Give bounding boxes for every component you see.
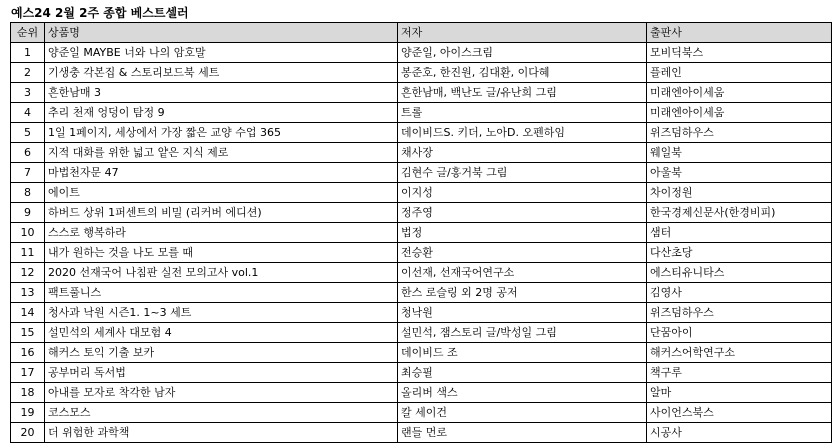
rank-cell: 20: [11, 423, 45, 443]
rank-cell: 1: [11, 43, 45, 63]
rank-cell: 8: [11, 183, 45, 203]
publisher-cell: 차이정원: [647, 183, 832, 203]
product-cell: 하버드 상위 1퍼센트의 비밀 (리커버 에디션): [45, 203, 398, 223]
table-row: [11, 163, 832, 183]
author-cell: 설민석, 잼스토리 글/박성일 그림: [398, 323, 647, 343]
product-cell: 설민석의 세계사 대모험 4: [45, 323, 398, 343]
publisher-cell: 미래엔아이세움: [647, 103, 832, 123]
table-row: [11, 83, 832, 103]
table-row: [11, 43, 832, 63]
rank-cell: 15: [11, 323, 45, 343]
publisher-cell: 위즈덤하우스: [647, 123, 832, 143]
product-cell: 마법천자문 47: [45, 163, 398, 183]
table-row: [11, 123, 832, 143]
author-cell: 김현수 글/홍거북 그림: [398, 163, 647, 183]
rank-cell: 13: [11, 283, 45, 303]
product-cell: 기생충 각본집 & 스토리보드북 세트: [45, 63, 398, 83]
table-row: [11, 383, 832, 403]
table-row: [11, 243, 832, 263]
rank-cell: 11: [11, 243, 45, 263]
product-cell: 공부머리 독서법: [45, 363, 398, 383]
publisher-cell: 알마: [647, 383, 832, 403]
author-cell: 최승필: [398, 363, 647, 383]
table-row: [11, 423, 832, 443]
header-product: 상품명: [45, 23, 398, 43]
rank-cell: 2: [11, 63, 45, 83]
table-row: [11, 203, 832, 223]
publisher-cell: 에스티유니타스: [647, 263, 832, 283]
publisher-cell: 해커스어학연구소: [647, 343, 832, 363]
author-cell: 데이비드S. 키더, 노아D. 오펜하임: [398, 123, 647, 143]
author-cell: 정주영: [398, 203, 647, 223]
product-cell: 2020 선재국어 나침판 실전 모의고사 vol.1: [45, 263, 398, 283]
publisher-cell: 시공사: [647, 423, 832, 443]
publisher-cell: 웨일북: [647, 143, 832, 163]
table-body: [11, 43, 832, 443]
product-cell: 1일 1페이지, 세상에서 가장 짧은 교양 수업 365: [45, 123, 398, 143]
rank-cell: 3: [11, 83, 45, 103]
publisher-cell: 아울북: [647, 163, 832, 183]
table-row: [11, 183, 832, 203]
rank-cell: 9: [11, 203, 45, 223]
table-row: [11, 343, 832, 363]
product-cell: 코스모스: [45, 403, 398, 423]
table-row: [11, 263, 832, 283]
product-cell: 더 위험한 과학책: [45, 423, 398, 443]
table-row: [11, 103, 832, 123]
header-author: 저자: [398, 23, 647, 43]
publisher-cell: 모비딕북스: [647, 43, 832, 63]
publisher-cell: 단꿈아이: [647, 323, 832, 343]
product-cell: 흔한남매 3: [45, 83, 398, 103]
author-cell: 봉준호, 한진원, 김대환, 이다혜: [398, 63, 647, 83]
author-cell: 이지성: [398, 183, 647, 203]
table-row: [11, 403, 832, 423]
publisher-cell: 다산초당: [647, 243, 832, 263]
author-cell: 이선재, 선재국어연구소: [398, 263, 647, 283]
publisher-cell: 위즈덤하우스: [647, 303, 832, 323]
publisher-cell: 책구루: [647, 363, 832, 383]
sheet-title: 예스24 2월 2주 종합 베스트셀러: [11, 6, 189, 20]
author-cell: 양준일, 아이스크림: [398, 43, 647, 63]
rank-cell: 18: [11, 383, 45, 403]
author-cell: 한스 로슬링 외 2명 공저: [398, 283, 647, 303]
author-cell: 전승환: [398, 243, 647, 263]
publisher-cell: 플레인: [647, 63, 832, 83]
author-cell: 채사장: [398, 143, 647, 163]
author-cell: 칼 세이건: [398, 403, 647, 423]
publisher-cell: 샘터: [647, 223, 832, 243]
product-cell: 해커스 토익 기출 보카: [45, 343, 398, 363]
product-cell: 에이트: [45, 183, 398, 203]
product-cell: 스스로 행복하라: [45, 223, 398, 243]
author-cell: 트롤: [398, 103, 647, 123]
publisher-cell: 김영사: [647, 283, 832, 303]
publisher-cell: 한국경제신문사(한경비피): [647, 203, 832, 223]
rank-cell: 7: [11, 163, 45, 183]
product-cell: 팩트풀니스: [45, 283, 398, 303]
table-header: [11, 23, 832, 43]
product-cell: 청사과 낙원 시즌1. 1~3 세트: [45, 303, 398, 323]
rank-cell: 19: [11, 403, 45, 423]
header-publisher: 출판사: [647, 23, 832, 43]
table-row: [11, 223, 832, 243]
rank-cell: 14: [11, 303, 45, 323]
bestseller-table: [10, 22, 832, 443]
rank-cell: 6: [11, 143, 45, 163]
product-cell: 지적 대화를 위한 넓고 얕은 지식 제로: [45, 143, 398, 163]
product-cell: 양준일 MAYBE 너와 나의 암호말: [45, 43, 398, 63]
author-cell: 데이비드 조: [398, 343, 647, 363]
author-cell: 청낙원: [398, 303, 647, 323]
rank-cell: 10: [11, 223, 45, 243]
table-row: [11, 323, 832, 343]
rank-cell: 5: [11, 123, 45, 143]
header-rank: 순위: [11, 23, 45, 43]
table-row: [11, 283, 832, 303]
table-row: [11, 143, 832, 163]
table-row: [11, 63, 832, 83]
author-cell: 법정: [398, 223, 647, 243]
table-row: [11, 363, 832, 383]
publisher-cell: 미래엔아이세움: [647, 83, 832, 103]
rank-cell: 4: [11, 103, 45, 123]
publisher-cell: 사이언스북스: [647, 403, 832, 423]
table-row: [11, 303, 832, 323]
rank-cell: 16: [11, 343, 45, 363]
rank-cell: 12: [11, 263, 45, 283]
product-cell: 추리 천재 엉덩이 탐정 9: [45, 103, 398, 123]
rank-cell: 17: [11, 363, 45, 383]
header-row: [11, 23, 832, 43]
product-cell: 아내를 모자로 착각한 남자: [45, 383, 398, 403]
author-cell: 올리버 색스: [398, 383, 647, 403]
product-cell: 내가 원하는 것을 나도 모를 때: [45, 243, 398, 263]
author-cell: 흔한남매, 백난도 글/유난희 그림: [398, 83, 647, 103]
author-cell: 랜들 먼로: [398, 423, 647, 443]
